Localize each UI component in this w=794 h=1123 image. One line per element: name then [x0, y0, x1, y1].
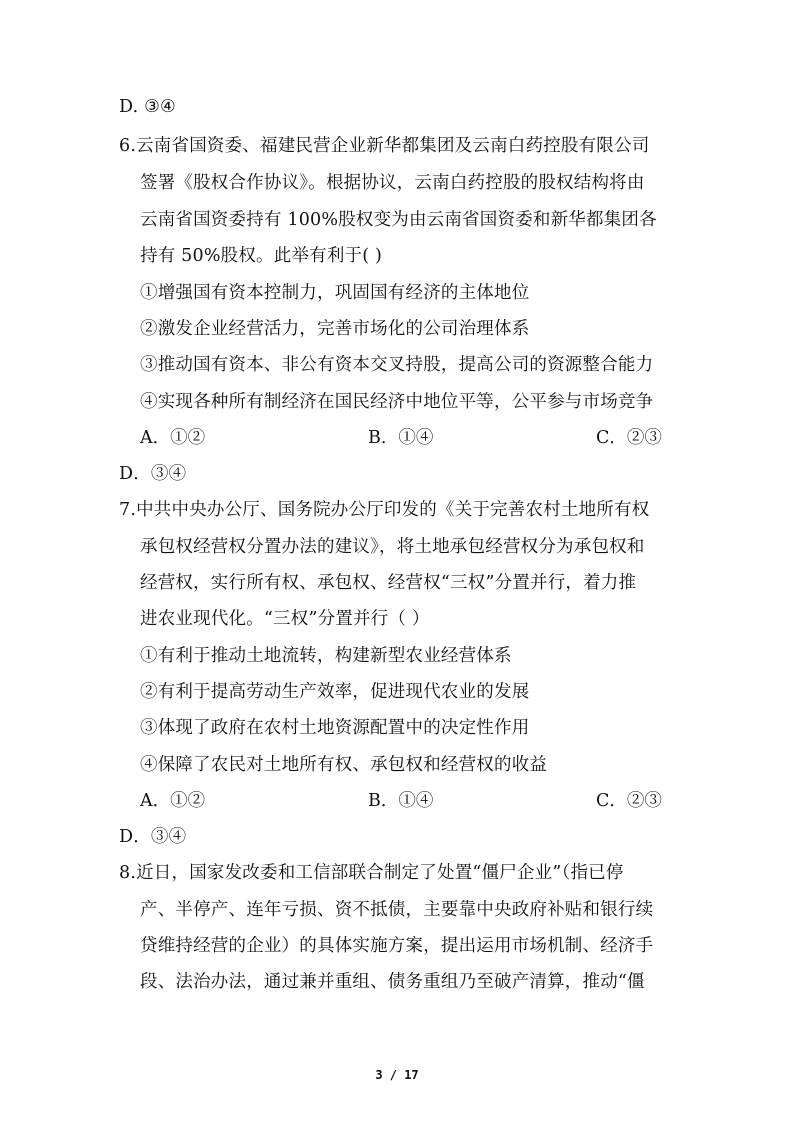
question-8-line-3: 贷维持经营的企业）的具体实施方案，提出运用市场机制、经济手	[140, 936, 654, 956]
question-7-line-3: 经营权，实行所有权、承包权、经营权“三权”分置并行，着力推	[140, 573, 637, 593]
question-8-line-4: 段、法治办法，通过兼并重组、债务重组乃至破产清算，推动“僵	[140, 972, 645, 992]
question-7-choice-a: A．①②	[140, 791, 206, 811]
question-7-choice-c: C．②③	[596, 791, 662, 811]
question-6-choice-c: C．②③	[596, 428, 662, 448]
question-7-line-1: 7.中共中央办公厅、国务院办公厅印发的《关于完善农村土地所有权	[119, 500, 650, 520]
answer-d-prev: D. ③④	[119, 97, 176, 117]
question-7-choice-b: B．①④	[368, 791, 434, 811]
question-6-line-2: 签署《股权合作协议》。根据协议，云南白药控股的股权结构将由	[140, 173, 645, 193]
page-number: 3 / 17	[375, 1068, 419, 1082]
question-6-line-1: 6.云南省国资委、福建民营企业新华都集团及云南白药控股有限公司	[119, 136, 650, 156]
question-7-line-2: 承包权经营权分置办法的建议》，将土地承包经营权分为承包权和	[140, 537, 645, 557]
question-7-option-4: ④保障了农民对土地所有权、承包权和经营权的收益	[140, 755, 548, 775]
question-7-choice-d: D．③④	[119, 827, 187, 847]
question-6-line-4: 持有 50%股权。此举有利于( )	[140, 246, 383, 266]
question-8-line-1: 8.近日，国家发改委和工信部联合制定了处置“僵尸企业”（指已停	[119, 863, 624, 883]
question-6-choice-b: B．①④	[368, 428, 434, 448]
question-6-choice-a: A．①②	[140, 428, 206, 448]
question-6-option-3: ③推动国有资本、非公有资本交叉持股，提高公司的资源整合能力	[140, 355, 654, 375]
question-8-line-2: 产、半停产、连年亏损、资不抵债，主要靠中央政府补贴和银行续	[140, 900, 654, 920]
question-6-option-4: ④实现各种所有制经济在国民经济中地位平等，公平参与市场竞争	[140, 392, 654, 412]
question-6-choice-d: D．③④	[119, 464, 187, 484]
question-6-line-3: 云南省国资委持有 100%股权变为由云南省国资委和新华都集团各	[140, 210, 657, 230]
question-7-option-3: ③体现了政府在农村土地资源配置中的决定性作用	[140, 718, 530, 738]
question-7-option-1: ①有利于推动土地流转，构建新型农业经营体系	[140, 646, 512, 666]
question-6-option-2: ②激发企业经营活力，完善市场化的公司治理体系	[140, 319, 530, 339]
question-7-line-4: 进农业现代化。“三权”分置并行（ ）	[140, 609, 430, 629]
question-7-option-2: ②有利于提高劳动生产效率，促进现代农业的发展	[140, 682, 530, 702]
question-6-option-1: ①增强国有资本控制力，巩固国有经济的主体地位	[140, 283, 530, 303]
